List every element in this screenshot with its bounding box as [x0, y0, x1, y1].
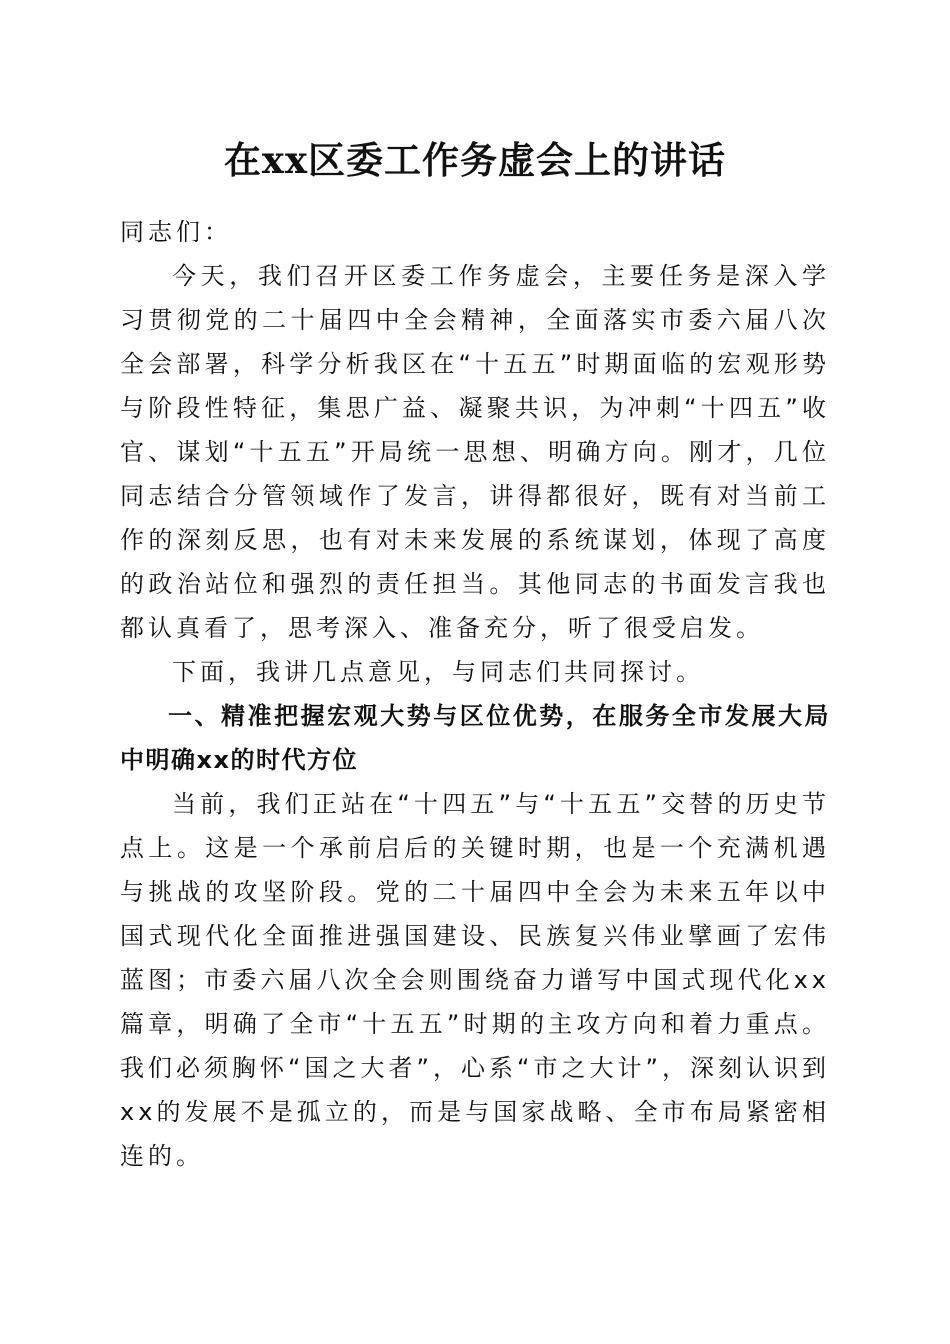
paragraph-transition: 下面，我讲几点意见，与同志们共同探讨。: [172, 658, 704, 686]
document-title: 在xx区委工作务虚会上的讲话: [223, 138, 727, 182]
section-heading-1: 一、精准把握宏观大势与区位优势，在服务全市发展大局中明确xx的时代方位: [120, 702, 830, 774]
paragraph-opening: 今天，我们召开区委工作务虚会，主要任务是深入学习贯彻党的二十届四中全会精神，全面落实市委六届八次全会部署，科学分析我区在“十五五”时期面临的宏观形势与阶段性特征，集思广益、凝聚共识，为冲刺“十四五”收官、谋划“十五五”开局统一思想、明确方向。刚才，几位同志结合分管领域作了发言，讲得都很好，既有对当前工作的深刻反思，也有对未来发展的系统谋划，体现了高度的政治站位和强烈的责任担当。其他同志的书面发言我也都认真看了，思考深入、准备充分，听了很受启发。: [120, 262, 830, 642]
paragraph-section-1: 当前，我们正站在“十四五”与“十五五”交替的历史节点上。这是一个承前启后的关键时期，也是一个充满机遇与挑战的攻坚阶段。党的二十届四中全会为未来五年以中国式现代化全面推进强国建设、民族复兴伟业擘画了宏伟蓝图；市委六届八次全会则围绕奋力谱写中国式现代化xx篇章，明确了全市“十五五”时期的主攻方向和着力重点。我们必须胸怀“国之大者”，心系“市之大计”，深刻认识到xx的发展不是孤立的，而是与国家战略、全市布局紧密相连的。: [120, 790, 830, 1170]
salutation: 同志们：: [120, 218, 232, 246]
document-body: [120, 210, 830, 1178]
